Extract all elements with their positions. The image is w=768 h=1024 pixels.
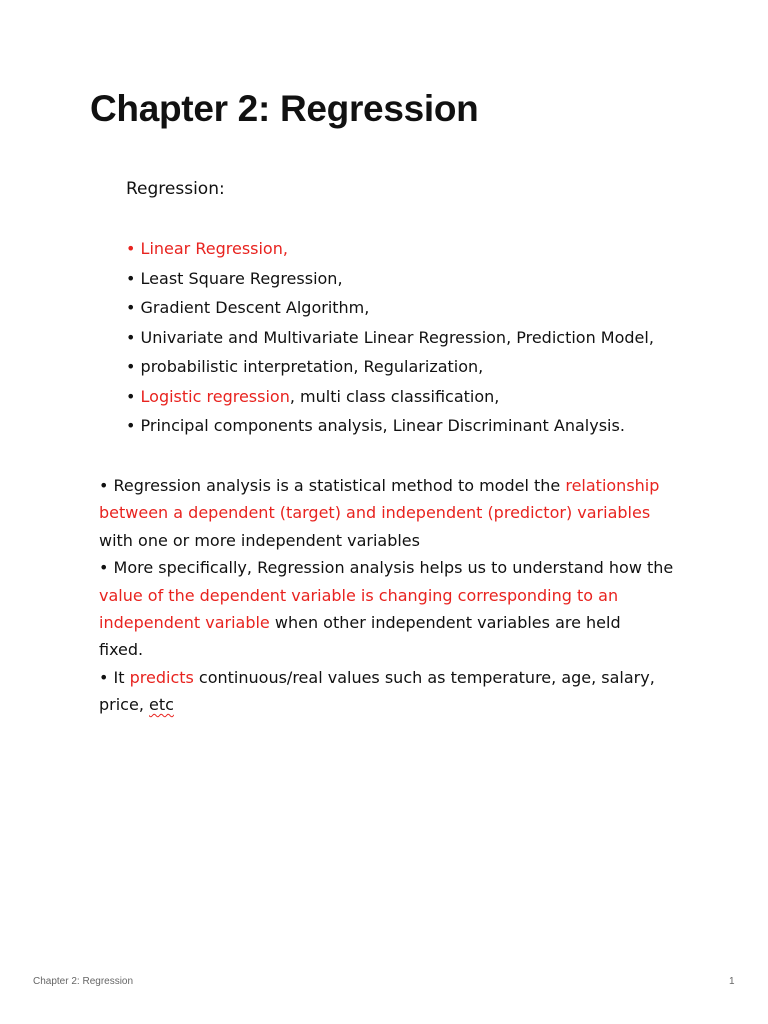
- paragraph-line: with one or more independent variables: [99, 531, 420, 550]
- topic-text: probabilistic interpretation, Regularization,: [140, 357, 484, 376]
- page-number: 1: [729, 976, 735, 987]
- spellcheck-word: etc: [149, 695, 174, 714]
- topic-highlight: Logistic regression: [140, 387, 290, 406]
- topic-bullet: •: [126, 357, 136, 376]
- paragraph-line: • More specifically, Regression analysis helps us to understand how the: [99, 558, 674, 577]
- topic-bullet: •: [126, 328, 136, 347]
- page-title: Chapter 2: Regression: [90, 88, 479, 129]
- paragraph-highlight: relationship: [565, 476, 660, 495]
- slide-heading: Regression:: [126, 179, 225, 199]
- topic-bullet: •: [126, 239, 136, 258]
- topic-bullet: •: [126, 387, 136, 406]
- topic-text: Univariate and Multivariate Linear Regression, Prediction Model,: [140, 328, 654, 347]
- topic-item: [126, 328, 654, 347]
- paragraph-line: between a dependent (target) and independent (predictor) variables: [99, 503, 651, 522]
- topic-item: [126, 416, 625, 435]
- paragraph-line: fixed.: [99, 640, 144, 659]
- topic-item: [126, 239, 288, 258]
- paragraph-text: price,: [99, 695, 149, 714]
- topic-highlight: Linear Regression,: [140, 239, 288, 258]
- paragraph-text: • It: [99, 668, 130, 687]
- topic-item: [126, 357, 483, 376]
- paragraph-text: continuous/real values such as temperature, age, salary,: [193, 668, 655, 687]
- paragraph-line: [99, 668, 655, 687]
- paragraph-highlight: independent variable: [99, 613, 270, 632]
- topic-text-rest: , multi class classification,: [289, 387, 500, 406]
- topic-bullet: •: [126, 269, 136, 288]
- topic-item: [126, 269, 343, 288]
- paragraph-line: [99, 476, 659, 495]
- paragraph-line: value of the dependent variable is changing corresponding to an: [99, 586, 619, 605]
- paragraph-line: [99, 613, 621, 632]
- topic-bullet: •: [126, 416, 136, 435]
- topic-text: Gradient Descent Algorithm,: [140, 298, 370, 317]
- paragraph-text: • Regression analysis is a statistical method to model the: [99, 476, 566, 495]
- topic-text: Principal components analysis, Linear Discriminant Analysis.: [140, 416, 625, 435]
- topic-item: [126, 387, 499, 406]
- topic-text: Least Square Regression,: [140, 269, 343, 288]
- paragraph-line: [99, 695, 174, 714]
- paragraph-highlight: predicts: [129, 668, 194, 687]
- topic-item: [126, 298, 369, 317]
- topic-bullet: •: [126, 298, 136, 317]
- footer-title: Chapter 2: Regression: [33, 976, 134, 987]
- paragraph-text: when other independent variables are held: [269, 613, 621, 632]
